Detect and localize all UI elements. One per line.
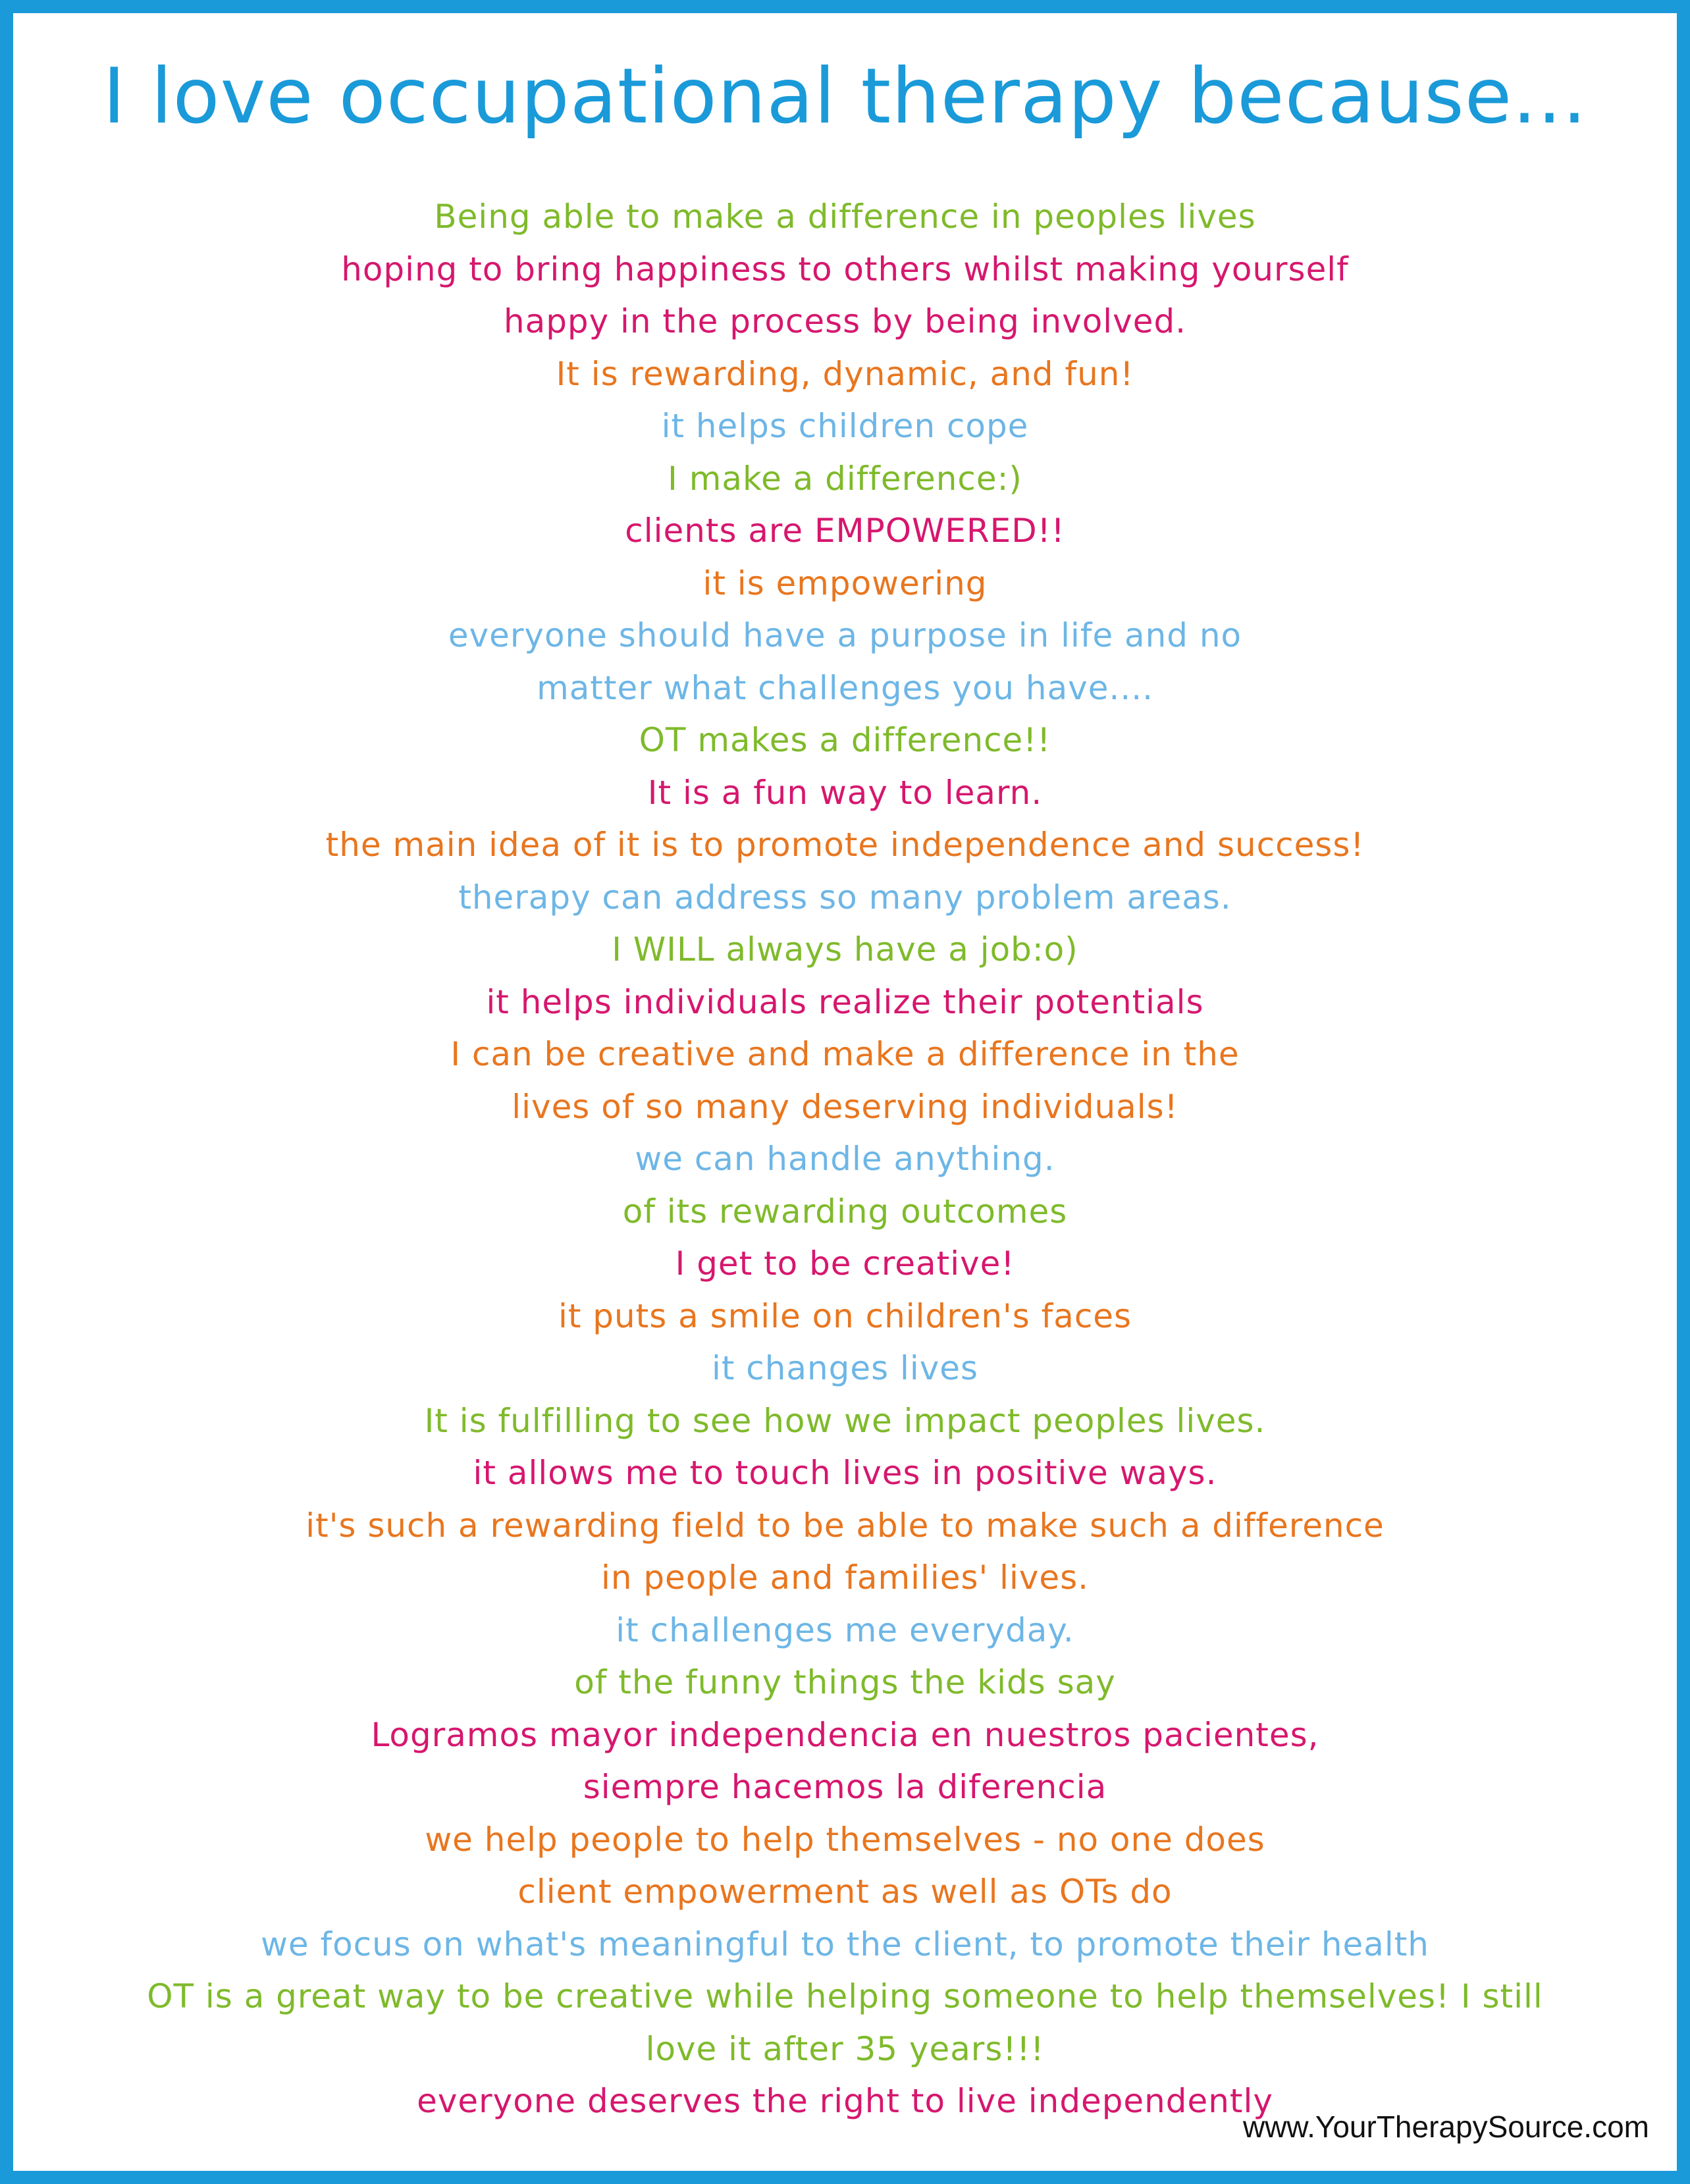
reason-line: it challenges me everyday. (616, 1611, 1074, 1649)
reason-line: it puts a smile on children's faces (558, 1296, 1132, 1335)
reasons-list (13, 191, 1677, 2128)
reason-line: lives of so many deserving individuals! (512, 1087, 1178, 1126)
reason-line: I make a difference:) (668, 459, 1022, 498)
reason-line: it allows me to touch lives in positive ways. (473, 1454, 1217, 1492)
reason-line: love it after 35 years!!! (645, 2029, 1045, 2068)
reason-line: of the funny things the kids say (574, 1663, 1116, 1701)
reason-line: in people and families' lives. (600, 1558, 1090, 1597)
reason-line: we focus on what's meaningful to the client, to promote their health (261, 1925, 1429, 1963)
reason-line: happy in the process by being involved. (503, 302, 1187, 340)
reason-line: we can handle anything. (635, 1140, 1055, 1178)
reason-line: therapy can address so many problem areas. (458, 878, 1232, 917)
reason-line: of its rewarding outcomes (622, 1192, 1068, 1231)
reason-line: it helps individuals realize their potentials (486, 982, 1204, 1021)
reason-line: hoping to bring happiness to others whilst making yourself (341, 250, 1349, 288)
reason-line: client empowerment as well as OTs do (517, 1873, 1173, 1911)
reason-line: Being able to make a difference in peoples lives (434, 198, 1256, 236)
reason-line: it is empowering (702, 564, 988, 602)
page-title: I love occupational therapy because... (103, 52, 1587, 141)
reason-line: It is a fun way to learn. (647, 773, 1043, 812)
reason-line: OT makes a difference!! (639, 721, 1051, 759)
reason-line: siempre hacemos la diferencia (583, 1768, 1107, 1806)
reason-line: it helps children cope (661, 407, 1029, 445)
reason-line: the main idea of it is to promote independence and success! (325, 826, 1365, 864)
reason-line: It is rewarding, dynamic, and fun! (556, 354, 1134, 393)
reason-line: matter what challenges you have.... (537, 668, 1153, 707)
reason-line: it changes lives (711, 1349, 979, 1387)
reason-line: everyone deserves the right to live independently (417, 2082, 1273, 2120)
reason-line: everyone should have a purpose in life and no (448, 616, 1242, 654)
reason-line: clients are EMPOWERED!! (625, 512, 1065, 550)
reason-line: I can be creative and make a difference in the (450, 1035, 1240, 1073)
reason-line: It is fulfilling to see how we impact peoples lives. (424, 1401, 1266, 1440)
reason-line: I WILL always have a job:o) (612, 930, 1078, 969)
reason-line: OT is a great way to be creative while helping someone to help themselves! I still (147, 1977, 1543, 2015)
reason-line: we help people to help themselves - no one does (425, 1820, 1265, 1859)
reason-line: it's such a rewarding field to be able to make such a difference (305, 1506, 1385, 1545)
website-url: www.YourTherapySource.com (1242, 2110, 1649, 2144)
reason-line: Logramos mayor independencia en nuestros pacientes, (371, 1715, 1319, 1754)
reason-line: I get to be creative! (675, 1244, 1015, 1283)
